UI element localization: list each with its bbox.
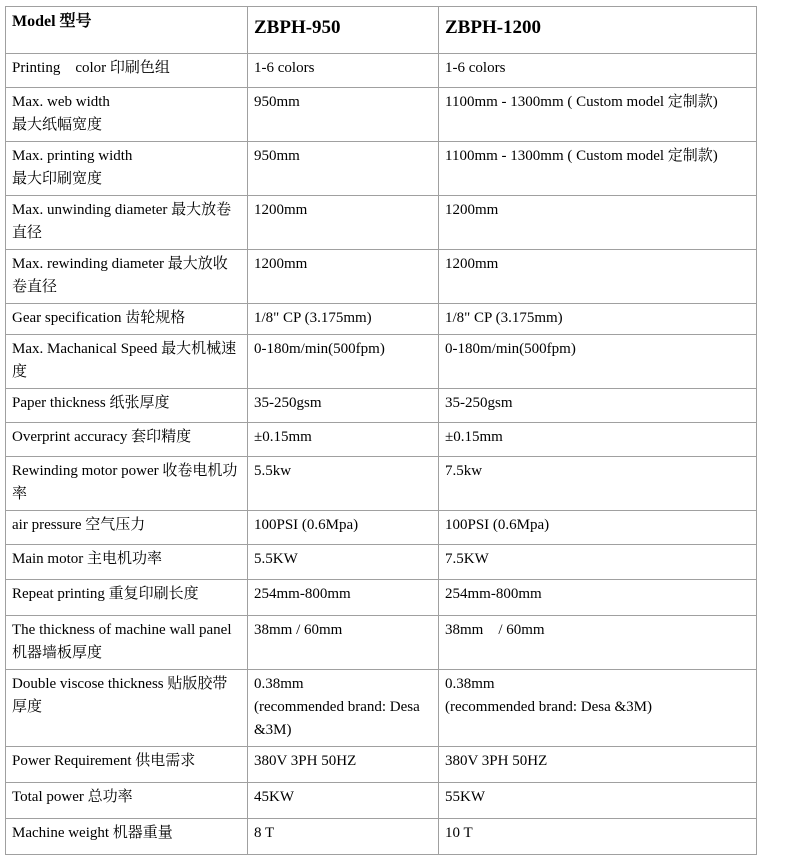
param-cell: Rewinding motor power 收卷电机功率 bbox=[6, 457, 248, 511]
param-cell: Paper thickness 纸张厚度 bbox=[6, 389, 248, 423]
value-line-1: 0.38mm bbox=[445, 676, 495, 692]
table-row bbox=[6, 54, 757, 88]
model-a-value: 1-6 colors bbox=[248, 54, 439, 88]
model-b-value: 35-250gsm bbox=[439, 389, 757, 423]
model-b-value: 0-180m/min(500fpm) bbox=[439, 335, 757, 389]
table-row bbox=[6, 88, 757, 142]
model-b-value: 380V 3PH 50HZ bbox=[439, 747, 757, 783]
model-b-value: ±0.15mm bbox=[439, 423, 757, 457]
param-text-zh: 最大印刷宽度 bbox=[12, 171, 103, 187]
model-b-value: 100PSI (0.6Mpa) bbox=[439, 511, 757, 545]
header-model-a-cell: ZBPH-950 bbox=[248, 7, 439, 54]
model-a-value bbox=[248, 670, 439, 747]
header-param-cell: Model 型号 bbox=[6, 7, 248, 54]
table-row bbox=[6, 545, 757, 580]
model-a-value: 45KW bbox=[248, 783, 439, 819]
table-row bbox=[6, 304, 757, 335]
model-a-value: 1200mm bbox=[248, 196, 439, 250]
model-b-value: 1200mm bbox=[439, 196, 757, 250]
model-a-value: ±0.15mm bbox=[248, 423, 439, 457]
table-row bbox=[6, 196, 757, 250]
param-cell: air pressure 空气压力 bbox=[6, 511, 248, 545]
header-model-b-cell: ZBPH-1200 bbox=[439, 7, 757, 54]
value-line-2: (recommended brand: Desa &3M) bbox=[254, 699, 420, 738]
param-cell: Main motor 主电机功率 bbox=[6, 545, 248, 580]
model-b-value: 1200mm bbox=[439, 250, 757, 304]
param-cell bbox=[6, 142, 248, 196]
model-a-value: 950mm bbox=[248, 88, 439, 142]
model-b-value: 1100mm - 1300mm ( Custom model 定制款) bbox=[439, 142, 757, 196]
table-row bbox=[6, 335, 757, 389]
table-row bbox=[6, 389, 757, 423]
model-b-value: 55KW bbox=[439, 783, 757, 819]
param-cell: Repeat printing 重复印刷长度 bbox=[6, 580, 248, 616]
model-b-value: 1-6 colors bbox=[439, 54, 757, 88]
table-row bbox=[6, 142, 757, 196]
param-cell: The thickness of machine wall panel 机器墙板厚度 bbox=[6, 616, 248, 670]
model-b-value: 1/8" CP (3.175mm) bbox=[439, 304, 757, 335]
model-a-value: 380V 3PH 50HZ bbox=[248, 747, 439, 783]
model-b-value bbox=[439, 670, 757, 747]
spec-rows bbox=[6, 54, 757, 855]
model-a-value: 1200mm bbox=[248, 250, 439, 304]
param-cell: Max. unwinding diameter 最大放卷直径 bbox=[6, 196, 248, 250]
param-cell: Total power 总功率 bbox=[6, 783, 248, 819]
param-cell: Overprint accuracy 套印精度 bbox=[6, 423, 248, 457]
model-b-value: 1100mm - 1300mm ( Custom model 定制款) bbox=[439, 88, 757, 142]
header-row bbox=[6, 7, 757, 54]
model-b-value: 7.5KW bbox=[439, 545, 757, 580]
table-row bbox=[6, 580, 757, 616]
param-cell: Max. Machanical Speed 最大机械速度 bbox=[6, 335, 248, 389]
param-cell: Double viscose thickness 贴版胶带厚度 bbox=[6, 670, 248, 747]
table-row bbox=[6, 747, 757, 783]
model-b-value: 254mm-800mm bbox=[439, 580, 757, 616]
model-a-value: 5.5KW bbox=[248, 545, 439, 580]
model-a-value: 38mm / 60mm bbox=[248, 616, 439, 670]
param-text-zh: 最大纸幅宽度 bbox=[12, 117, 103, 133]
spec-table bbox=[5, 6, 757, 855]
model-b-value: 38mm / 60mm bbox=[439, 616, 757, 670]
value-line-1: 0.38mm bbox=[254, 676, 304, 692]
param-cell: Power Requirement 供电需求 bbox=[6, 747, 248, 783]
table-row bbox=[6, 250, 757, 304]
param-cell: Printing color 印刷色组 bbox=[6, 54, 248, 88]
table-row bbox=[6, 670, 757, 747]
param-cell: Gear specification 齿轮规格 bbox=[6, 304, 248, 335]
table-row bbox=[6, 819, 757, 855]
model-a-value: 1/8" CP (3.175mm) bbox=[248, 304, 439, 335]
table-row bbox=[6, 616, 757, 670]
model-b-value: 10 T bbox=[439, 819, 757, 855]
model-a-value: 5.5kw bbox=[248, 457, 439, 511]
table-row bbox=[6, 511, 757, 545]
param-cell: Machine weight 机器重量 bbox=[6, 819, 248, 855]
model-a-value: 100PSI (0.6Mpa) bbox=[248, 511, 439, 545]
param-text-en: Max. printing width bbox=[12, 148, 133, 164]
param-text-en: Max. web width bbox=[12, 94, 110, 110]
model-a-value: 35-250gsm bbox=[248, 389, 439, 423]
table-row bbox=[6, 423, 757, 457]
param-cell bbox=[6, 88, 248, 142]
model-a-value: 0-180m/min(500fpm) bbox=[248, 335, 439, 389]
table-row bbox=[6, 457, 757, 511]
model-a-value: 254mm-800mm bbox=[248, 580, 439, 616]
value-line-2: (recommended brand: Desa &3M) bbox=[445, 699, 653, 715]
table-row bbox=[6, 783, 757, 819]
model-a-value: 950mm bbox=[248, 142, 439, 196]
model-b-value: 7.5kw bbox=[439, 457, 757, 511]
param-cell: Max. rewinding diameter 最大放收卷直径 bbox=[6, 250, 248, 304]
model-a-value: 8 T bbox=[248, 819, 439, 855]
